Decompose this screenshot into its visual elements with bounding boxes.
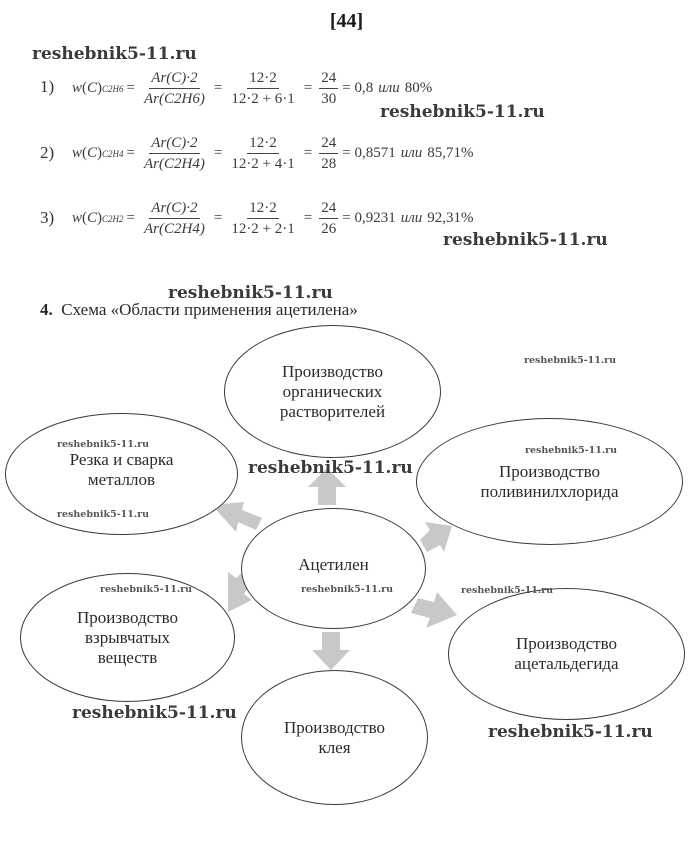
- watermark: reshebnik5-11.ru: [57, 509, 150, 520]
- fraction-denominator: 12·2 + 6·1: [231, 91, 295, 107]
- fraction-numerator: 12·2: [247, 133, 279, 154]
- fraction-denominator: 26: [321, 221, 337, 237]
- fraction-denominator: Ar(C2H4): [144, 156, 205, 172]
- section-title-text: Схема «Области применения ацетилена»: [61, 300, 358, 319]
- node-glue: [241, 670, 428, 805]
- arrow-to-acetaldehyde: [411, 592, 457, 628]
- watermark: reshebnik5-11.ru: [57, 439, 150, 450]
- or-word: или: [378, 80, 400, 96]
- page-number: [44]: [329, 10, 364, 32]
- watermark: reshebnik5-11.ru: [524, 355, 617, 366]
- fraction-numerator: Ar(C)·2: [149, 133, 199, 154]
- center-label: Ацетилен: [298, 554, 369, 574]
- result-percent: 92,31%: [427, 210, 474, 226]
- formula-subscript: C2H6: [102, 83, 124, 94]
- fraction-numerator: Ar(C)·2: [149, 68, 199, 89]
- section-number: 4.: [40, 300, 53, 319]
- fraction-denominator: 12·2 + 2·1: [231, 221, 295, 237]
- node-label: Резка и сварка металлов: [69, 450, 174, 489]
- watermark: reshebnik5-11.ru: [488, 722, 653, 742]
- arrow-to-pvc: [420, 522, 452, 552]
- result-value: = 0,8571: [342, 145, 396, 161]
- formula-subscript: C2H2: [102, 213, 124, 224]
- result-percent: 85,71%: [427, 145, 474, 161]
- or-word: или: [400, 145, 423, 161]
- watermark: reshebnik5-11.ru: [443, 230, 608, 250]
- fraction-denominator: Ar(C2H6): [144, 91, 205, 107]
- watermark: reshebnik5-11.ru: [100, 584, 193, 595]
- fraction-numerator: 24: [319, 133, 338, 154]
- equation-2: w ( C ) C2H4 = $\frac{Ar(C)\cdot 2}{Ar(C2H4)}$ = $\frac{12\cdot 2}{12\cdot 2 + 4\cdot 1}$ = $\frac{24}{28}$ = 0,8571 или 85,71%: [72, 135, 474, 172]
- result-percent: 80%: [404, 80, 433, 96]
- fraction-numerator: 24: [319, 198, 338, 219]
- fraction-numerator: 12·2: [247, 68, 279, 89]
- result-value: = 0,8: [342, 80, 374, 96]
- equation-3: w ( C ) C2H2 = $\frac{Ar(C)\cdot 2}{Ar(C2H4)}$ = $\frac{12\cdot 2}{12\cdot 2 + 2\cdot 1}$ = $\frac{24}{26}$ = 0,9231 или 92,31%: [72, 200, 474, 237]
- fraction-denominator: Ar(C2H4): [144, 221, 205, 237]
- result-value: = 0,9231: [342, 210, 396, 226]
- equation-number: 3): [40, 208, 55, 227]
- watermark: reshebnik5-11.ru: [168, 283, 333, 303]
- watermark: reshebnik5-11.ru: [32, 44, 197, 64]
- node-label: Производство ацетальдегида: [514, 634, 619, 673]
- node-label: Производство взрывчатых веществ: [76, 607, 179, 667]
- equation-1: w ( C ) C2H6 = $\frac{Ar(C)\cdot 2}{Ar(C2H6)}$ = $\frac{12\cdot 2}{12\cdot 2 + 6\cdot 1}$ = $\frac{24}{30}$ = 0,8 или 80%: [72, 70, 433, 107]
- fraction-denominator: 28: [321, 156, 337, 172]
- watermark: reshebnik5-11.ru: [525, 445, 618, 456]
- arrow-to-glue: [312, 632, 350, 670]
- watermark: reshebnik5-11.ru: [461, 585, 554, 596]
- node-label: Производство поливинилхлорида: [480, 461, 619, 501]
- or-word: или: [400, 210, 423, 226]
- equation-number: 1): [40, 77, 55, 96]
- node-label: Производство органических растворителей: [279, 361, 386, 421]
- equation-number: 2): [40, 143, 55, 162]
- node-solvents: [224, 325, 441, 458]
- node-acetylene-center: [241, 508, 426, 629]
- watermark: reshebnik5-11.ru: [72, 703, 237, 723]
- watermark: reshebnik5-11.ru: [380, 102, 545, 122]
- fraction-numerator: 24: [319, 68, 338, 89]
- fraction-numerator: Ar(C)·2: [149, 198, 199, 219]
- fraction-denominator: 12·2 + 4·1: [231, 156, 295, 172]
- watermark: reshebnik5-11.ru: [248, 458, 413, 478]
- watermark: reshebnik5-11.ru: [301, 584, 394, 595]
- node-label: Производство клея: [283, 717, 386, 757]
- fraction-numerator: 12·2: [247, 198, 279, 219]
- node-acetaldehyde: [448, 588, 685, 720]
- node-pvc: [416, 418, 683, 545]
- fraction-denominator: 30: [321, 91, 337, 107]
- formula-subscript: C2H4: [102, 148, 124, 159]
